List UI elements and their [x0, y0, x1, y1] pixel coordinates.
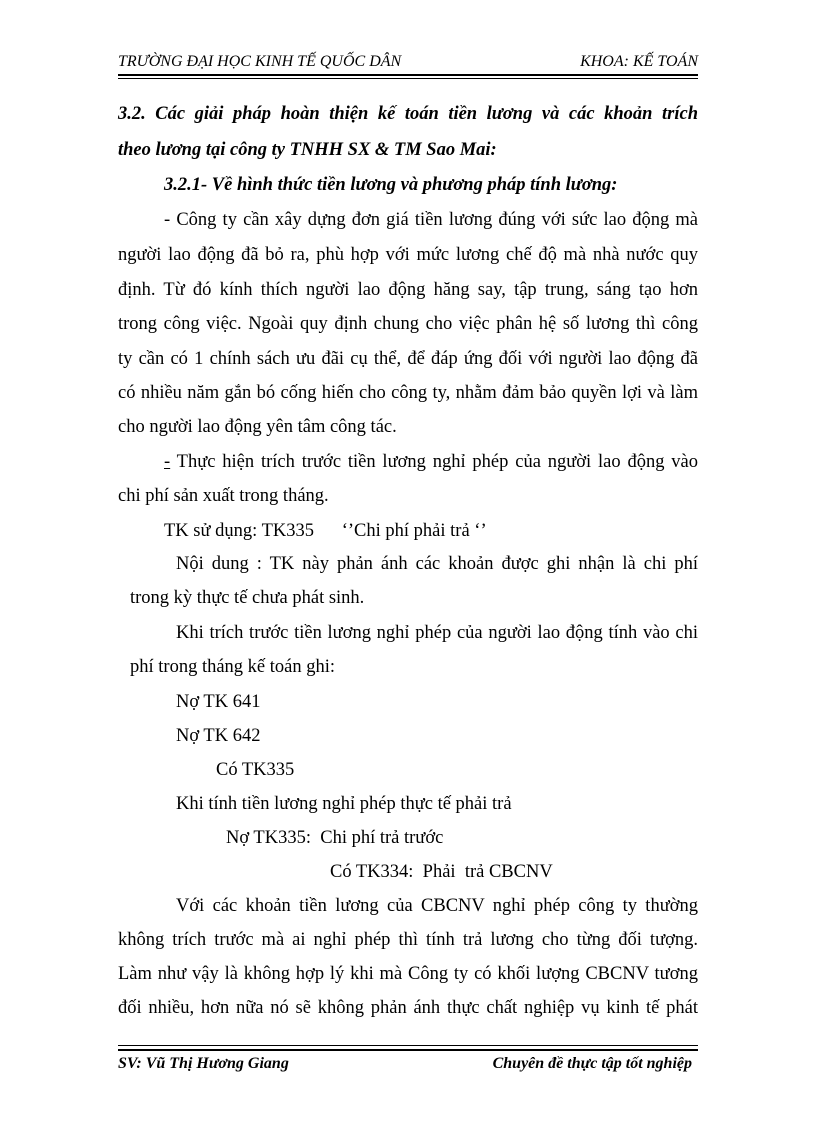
entry-co-334: Có TK334: Phải trả CBCNV — [330, 862, 553, 882]
footer-student: SV: Vũ Thị Hương Giang — [118, 1055, 289, 1072]
p1-line-2: người lao động đã bỏ ra, phù hợp với mức lương chế độ mà nhà nước quy — [118, 245, 698, 265]
header-school: TRƯỜNG ĐẠI HỌC KINH TẾ QUỐC DÂN — [118, 53, 402, 70]
p2-line-2: chi phí sản xuất trong tháng. — [118, 486, 329, 506]
when-line-1: Khi trích trước tiền lương nghỉ phép của người lao động tính vào chi — [176, 623, 698, 643]
p3-line-4: đối nhiều, hơn nữa nó sẽ không phản ánh thực chất nghiệp vụ kinh tế phát — [118, 998, 698, 1018]
p3-line-1: Với các khoản tiền lương của CBCNV nghỉ phép công ty thường — [176, 896, 698, 916]
p3-line-2: không trích trước mà ai nghỉ phép thì tính trả lương cho từng đối tượng. — [118, 930, 698, 950]
entry-no-335: Nợ TK335: Chi phí trả trước — [226, 828, 444, 848]
p2-line-1 — [164, 450, 698, 474]
content-line-2: trong kỳ thực tế chưa phát sinh. — [130, 588, 365, 608]
page-header — [118, 52, 698, 74]
footer-thesis: Chuyên đề thực tập tốt nghiệp — [492, 1055, 692, 1072]
tk-used: TK sử dụng: TK335 ‘’Chi phí phải trả ‘’ — [164, 521, 487, 541]
subsection-title: 3.2.1- Về hình thức tiền lương và phương pháp tính lương: — [164, 175, 618, 195]
p1-line-3: định. Từ đó kính thích người lao động hăng say, tập trung, sáng tạo hơn — [118, 280, 698, 300]
section-title-line-1: 3.2. Các giải pháp hoàn thiện kế toán tiền lương và các khoản trích — [118, 104, 698, 124]
page-footer — [118, 1054, 692, 1076]
header-rule-thin — [118, 78, 698, 79]
p1-line-7: cho người lao động yên tâm công tác. — [118, 417, 397, 437]
header-faculty: KHOA: KẾ TOÁN — [580, 53, 698, 70]
actual-pay: Khi tính tiền lương nghỉ phép thực tế phải trả — [176, 794, 512, 814]
p1-line-6: có nhiều năm gắn bó cống hiến cho công ty, nhằm đảm bảo quyền lợi và làm — [118, 383, 698, 403]
content-line-1: Nội dung : TK này phản ánh các khoản được ghi nhận là chi phí — [176, 554, 698, 574]
p1-line-1: - Công ty cần xây dựng đơn giá tiền lương đúng với sức lao động mà — [164, 210, 698, 230]
when-line-2: phí trong tháng kế toán ghi: — [130, 657, 336, 677]
entry-no-642: Nợ TK 642 — [176, 726, 261, 746]
header-rule — [118, 74, 698, 76]
entry-co-335: Có TK335 — [216, 760, 295, 780]
p1-line-5: ty cần có 1 chính sách ưu đãi cụ thể, để đáp ứng đối với người lao động đã — [118, 349, 698, 369]
p2-dash: - — [164, 452, 171, 472]
footer-rule — [118, 1049, 698, 1051]
entry-no-641: Nợ TK 641 — [176, 692, 261, 712]
p3-line-3: Làm như vậy là không hợp lý khi mà Công ty có khối lượng CBCNV tương — [118, 964, 698, 984]
footer-rule-thin — [118, 1045, 698, 1046]
p1-line-4: trong công việc. Ngoài quy định chung cho việc phân hệ số lương thì công — [118, 314, 698, 334]
section-title-line-2: theo lương tại công ty TNHH SX & TM Sao Mai: — [118, 140, 497, 160]
p2-line-1-text: Thực hiện trích trước tiền lương nghỉ phép của người lao động vào — [170, 452, 698, 472]
